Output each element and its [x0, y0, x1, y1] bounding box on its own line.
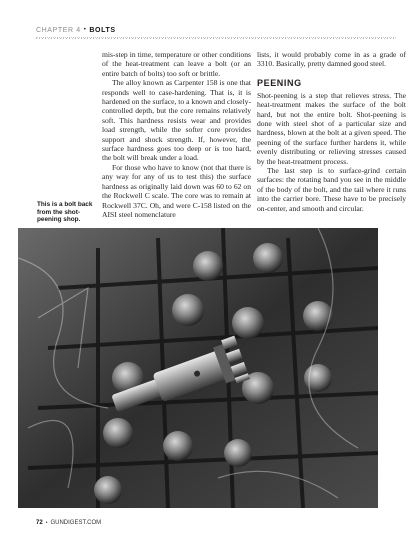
bolt-photo: [18, 228, 378, 508]
running-head-bullet: •: [83, 27, 87, 33]
running-head: [36, 24, 396, 36]
chapter-label: CHAPTER 4: [36, 26, 81, 34]
page-number: 72: [36, 520, 43, 526]
body-paragraph: The last step is to surface-grind certain surfaces: the rotating band you see in the middle of the body of the bolt, and the tail where it runs into the carrier bore. These have to be precisely on-center, and smooth and circular.: [257, 166, 406, 213]
text-column-left: [102, 50, 251, 219]
text-column-right: [257, 50, 406, 213]
section-subhead: PEENING: [257, 77, 302, 88]
body-paragraph: For those who have to know (not that there is any way for any of us to test this) the surface hardness as originally laid down was 60 to 62 on the Rockwell C scale. The core was to remain at Rockwell 37C. Oh, and were C-158 listed on the AISI steel nomenclature: [102, 162, 251, 219]
body-paragraph: The alloy known as Carpenter 158 is one that responds well to case-hardening. That is, it is hardened on the surface, to a known and closely-controlled depth, but the core remains relatively soft. This hardness resists wear and provides load strength, while the softer core provides support and shock strength. If, however, the surface hardness goes too deep or is too hard, the bolt will break under a load.: [102, 78, 251, 163]
header-dotted-rule: [36, 37, 396, 42]
section-label: BOLTS: [89, 26, 116, 34]
footer-bullet: •: [45, 520, 48, 526]
bolt-photo-illustration: [18, 228, 378, 508]
body-paragraph: lists, it would probably come in as a grade of 3310. Basically, pretty damned good steel.: [257, 50, 406, 69]
body-paragraph: Shot-peening is a step that relieves stress. The heat-treatment makes the surface of the bolt hard, but not the entire bolt. Shot-peening is done with steel shot of a particular size and hardness, blown at the bolt at a given speed. The peening of the surface further hardens it, while evenly distributing or relieving stresses caused by the heat-treatment process.: [257, 90, 406, 166]
footer-website: GUNDIGEST.COM: [50, 520, 102, 526]
page-footer: [36, 518, 101, 528]
body-paragraph: mis-step in time, temperature or other conditions of the heat-treatment can leave a bolt (or an entire batch of bolts) too soft or brittle.: [102, 50, 251, 78]
photo-caption: This is a bolt back from the shot-peening shop.: [37, 201, 93, 224]
